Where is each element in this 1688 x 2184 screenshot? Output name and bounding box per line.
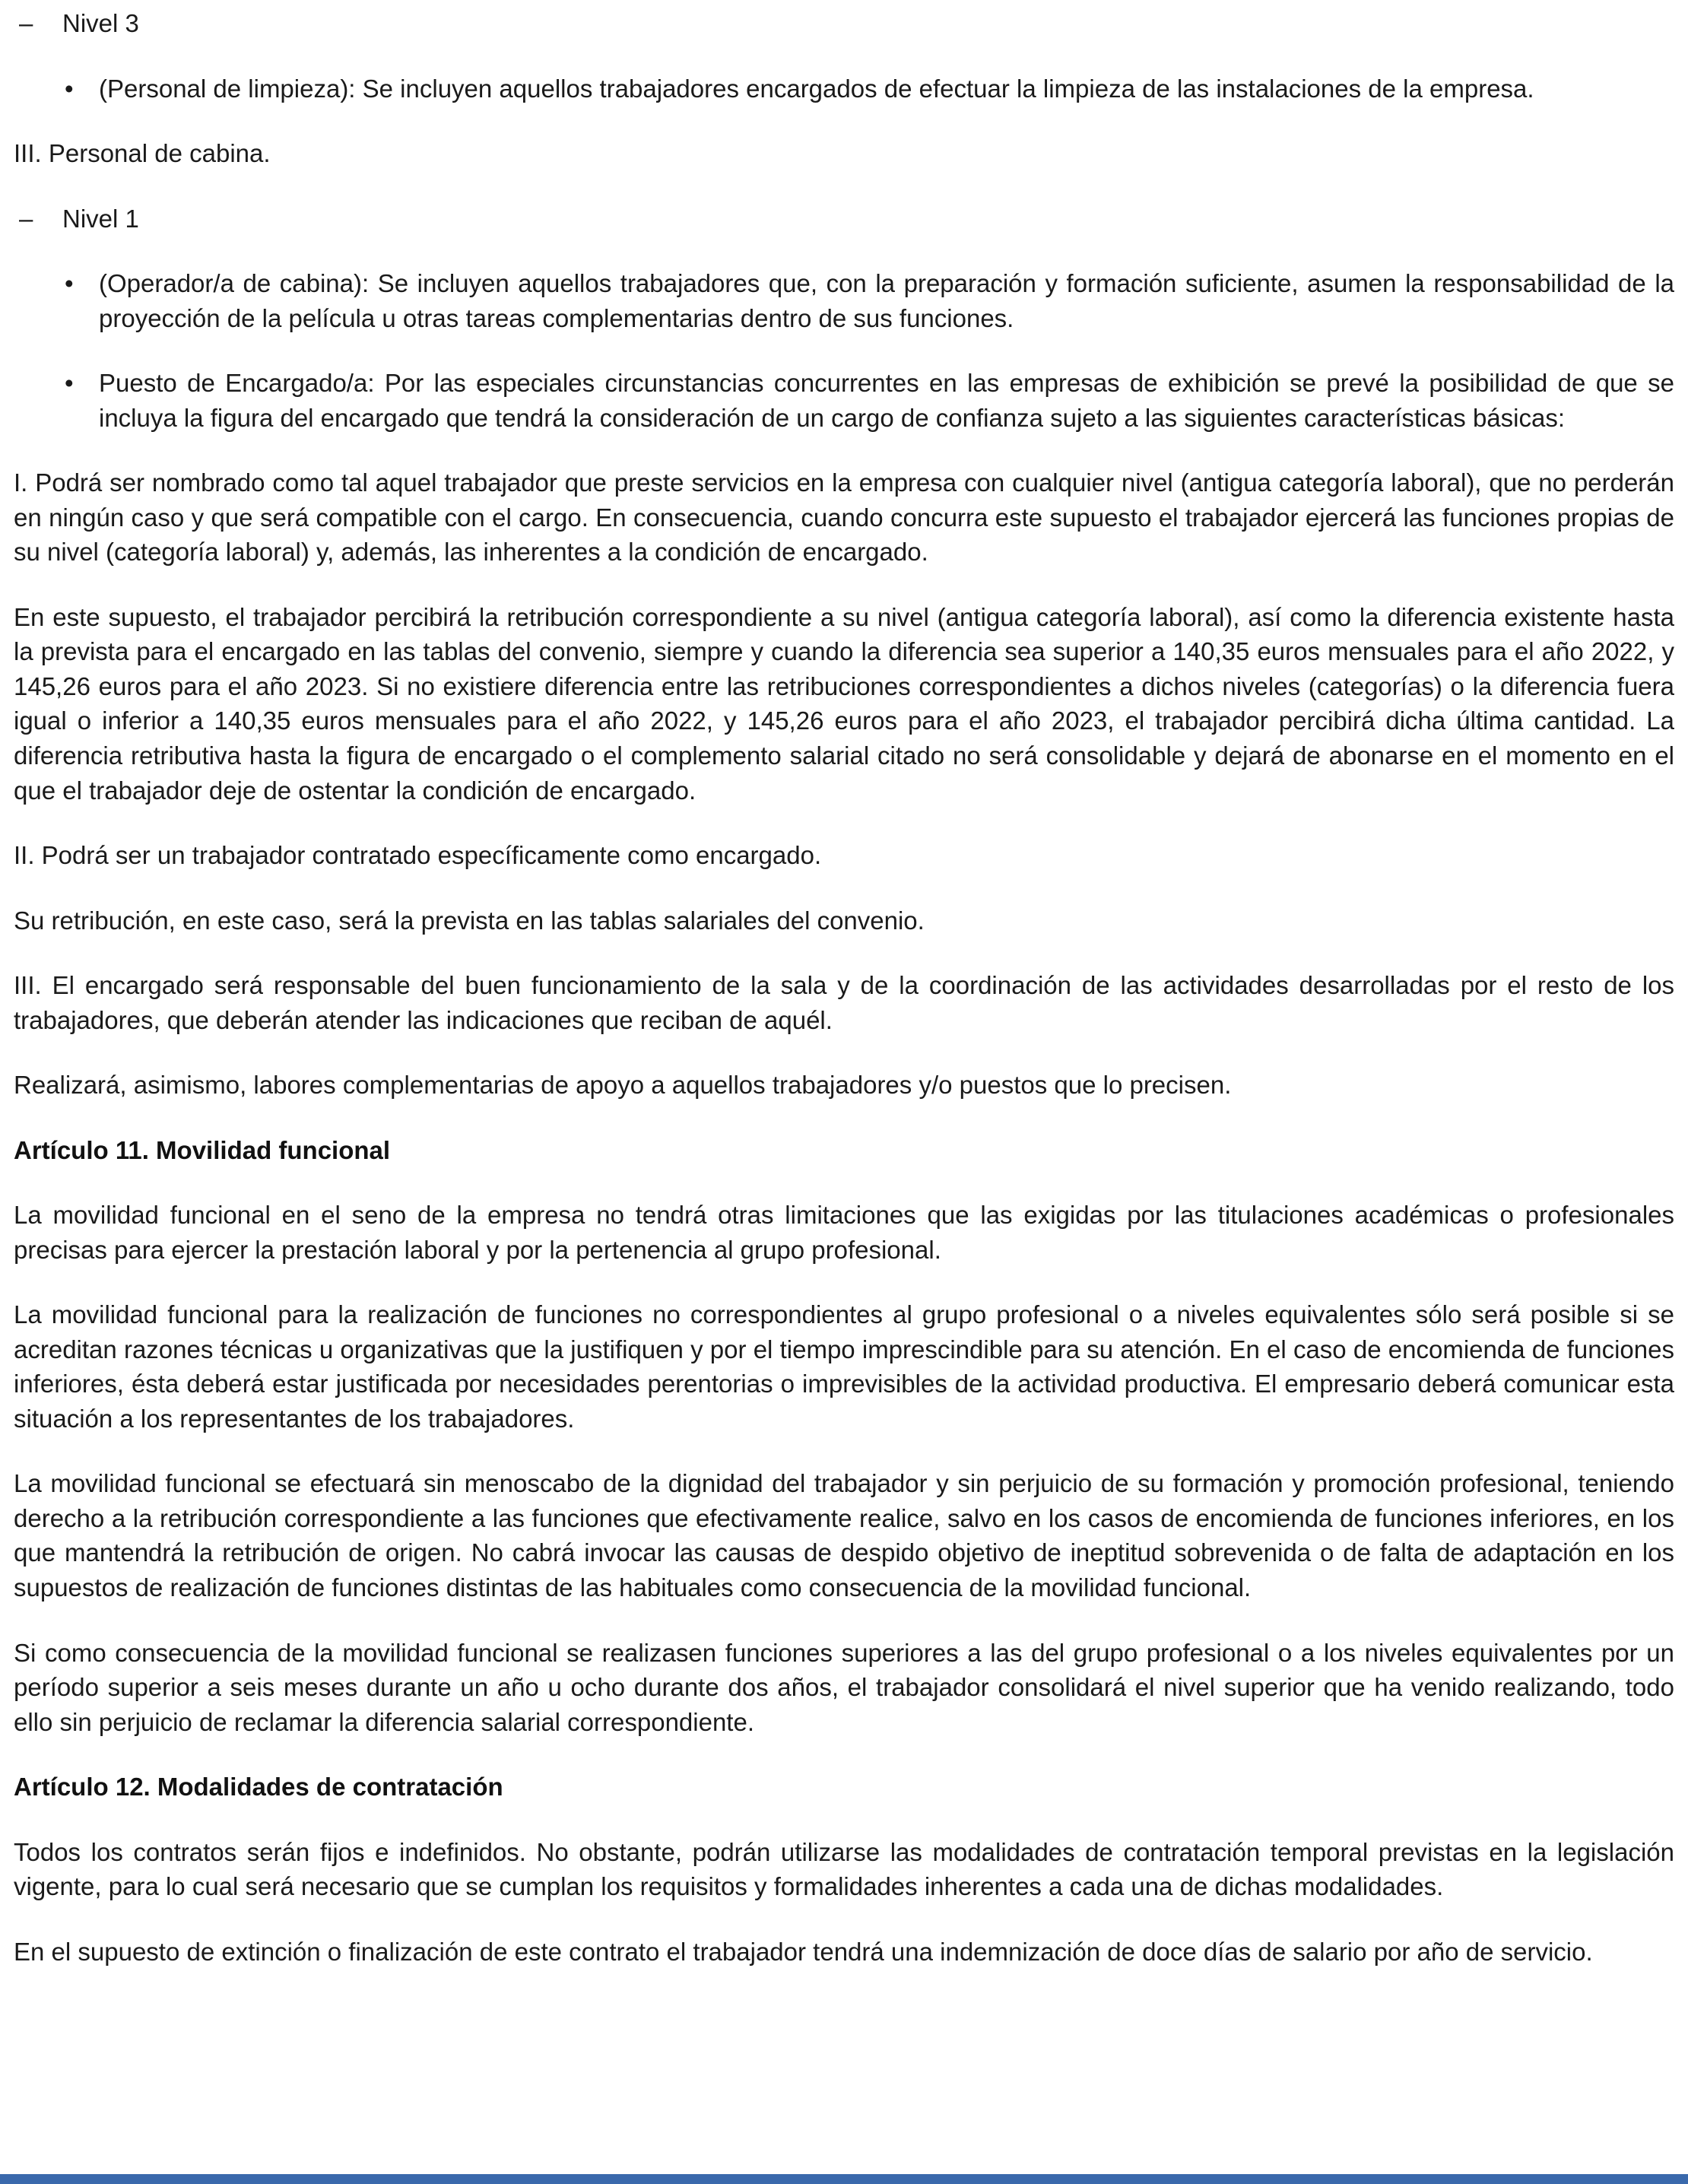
- article-11-paragraph-4: Si como consecuencia de la movilidad funcional se realizasen funciones superiores a las del grupo profesional o a los niveles equivalentes por un período superior a seis meses durante un año u ocho durante dos años, el trabajador consolidará el nivel superior que ha venido realizando, todo ello sin perjuicio de reclamar la diferencia salarial correspondiente.: [14, 1638, 1674, 1736]
- dash-marker: –: [19, 204, 33, 233]
- article-12-paragraph-1: Todos los contratos serán fijos e indefinidos. No obstante, podrán utilizarse las modalidades de contratación temporal previstas en la legislación vigente, para lo cual será necesario que se cumplan los requisitos y formalidades inherentes a cada una de dichas modalidades.: [14, 1837, 1674, 1901]
- nivel-1-label: Nivel 1: [62, 204, 139, 233]
- dash-marker: –: [19, 9, 33, 37]
- article-12-title: Artículo 12. Modalidades de contratación: [14, 1773, 503, 1801]
- article-12-paragraph-2: En el supuesto de extinción o finalización de este contrato el trabajador tendrá una indemnización de doce días de salario por año de servicio.: [14, 1937, 1593, 1966]
- article-11-paragraph-3: La movilidad funcional se efectuará sin menoscabo de la dignidad del trabajador y sin perjuicio de su formación y promoción profesional, teniendo derecho a la retribución correspondiente a las funciones que efectivamente realice, salvo en los casos de encomienda de funciones inferiores, en los que mantendrá la retribución de origen. No cabrá invocar las causas de despido objetivo de ineptitud sobrevenida o de falta de adaptación en los supuestos de realización de funciones distintas de las habituales como consecuencia de la movilidad funcional.: [14, 1469, 1674, 1601]
- bullet-text-puesto-encargado: Puesto de Encargado/a: Por las especiales circunstancias concurrentes en las empresas de exhibición se prevé la posibilidad de que se incluya la figura del encargado que tendrá la consideración de un cargo de confianza sujeto a las siguientes características básicas:: [99, 369, 1674, 432]
- nivel-3-label: Nivel 3: [62, 9, 139, 37]
- bullet-text-personal-limpieza: (Personal de limpieza): Se incluyen aquellos trabajadores encargados de efectuar la limpieza de las instalaciones de la empresa.: [99, 74, 1534, 103]
- bullet-icon: •: [65, 74, 74, 103]
- list-item-nivel-3: [14, 6, 1674, 41]
- list-item-nivel-1: [14, 202, 1674, 236]
- article-11-title: Artículo 11. Movilidad funcional: [14, 1135, 391, 1164]
- paragraph-encargado-ii: II. Podrá ser un trabajador contratado específicamente como encargado.: [14, 841, 822, 870]
- bullet-item-personal-limpieza: [14, 71, 1674, 106]
- section-heading-personal-cabina: III. Personal de cabina.: [14, 139, 271, 168]
- bullet-icon: •: [65, 369, 74, 398]
- paragraph-retribucion-tablas: Su retribución, en este caso, será la prevista en las tablas salariales del convenio.: [14, 906, 925, 935]
- paragraph-encargado-iii: III. El encargado será responsable del buen funcionamiento de la sala y de la coordinación de las actividades desarrolladas por el resto de los trabajadores, que deberán atender las indicaciones que reciban de aquél.: [14, 971, 1674, 1034]
- bullet-icon: •: [65, 269, 74, 298]
- paragraph-labores-apoyo: Realizará, asimismo, labores complementarias de apoyo a aquellos trabajadores y/o puestos que lo precisen.: [14, 1071, 1232, 1100]
- bullet-item-puesto-encargado: [14, 366, 1674, 435]
- article-11-paragraph-2: La movilidad funcional para la realización de funciones no correspondientes al grupo profesional o a niveles equivalentes sólo será posible si se acreditan razones técnicas u organizativas que la justifiquen y por el tiempo imprescindible para su atención. En el caso de encomienda de funciones inferiores, ésta deberá estar justificada por necesidades perentorias o imprevisibles de la actividad productiva. El empresario deberá comunicar esta situación a los representantes de los trabajadores.: [14, 1300, 1674, 1433]
- bullet-item-operador-cabina: [14, 266, 1674, 335]
- footer-accent-bar: [0, 2174, 1688, 2184]
- bullet-text-operador-cabina: (Operador/a de cabina): Se incluyen aquellos trabajadores que, con la preparación y formación suficiente, asumen la responsabilidad de la proyección de la película u otras tareas complementarias dentro de sus funciones.: [99, 269, 1674, 332]
- paragraph-encargado-i: I. Podrá ser nombrado como tal aquel trabajador que preste servicios en la empresa con cualquier nivel (antigua categoría laboral), que no perderán en ningún caso y que será compatible con el cargo. En consecuencia, cuando concurra este supuesto el trabajador ejercerá las funciones propias de su nivel (categoría laboral) y, además, las inherentes a la condición de encargado.: [14, 468, 1674, 567]
- paragraph-encargado-retribucion: En este supuesto, el trabajador percibirá la retribución correspondiente a su nivel (antigua categoría laboral), así como la diferencia existente hasta la prevista para el encargado en las tablas del convenio, siempre y cuando la diferencia sea superior a 140,35 euros mensuales para el año 2022, y 145,26 euros para el año 2023. Si no existiere diferencia entre las retribuciones correspondientes a dichos niveles (categorías) o la diferencia fuera igual o inferior a 140,35 euros mensuales para el año 2022, y 145,26 euros para el año 2023, el trabajador percibirá dicha última cantidad. La diferencia retributiva hasta la figura de encargado o el complemento salarial citado no será consolidable y dejará de abonarse en el momento en el que el trabajador deje de ostentar la condición de encargado.: [14, 602, 1674, 805]
- article-11-paragraph-1: La movilidad funcional en el seno de la empresa no tendrá otras limitaciones que las exigidas por las titulaciones académicas o profesionales precisas para ejercer la prestación laboral y por la pertenencia al grupo profesional.: [14, 1201, 1674, 1264]
